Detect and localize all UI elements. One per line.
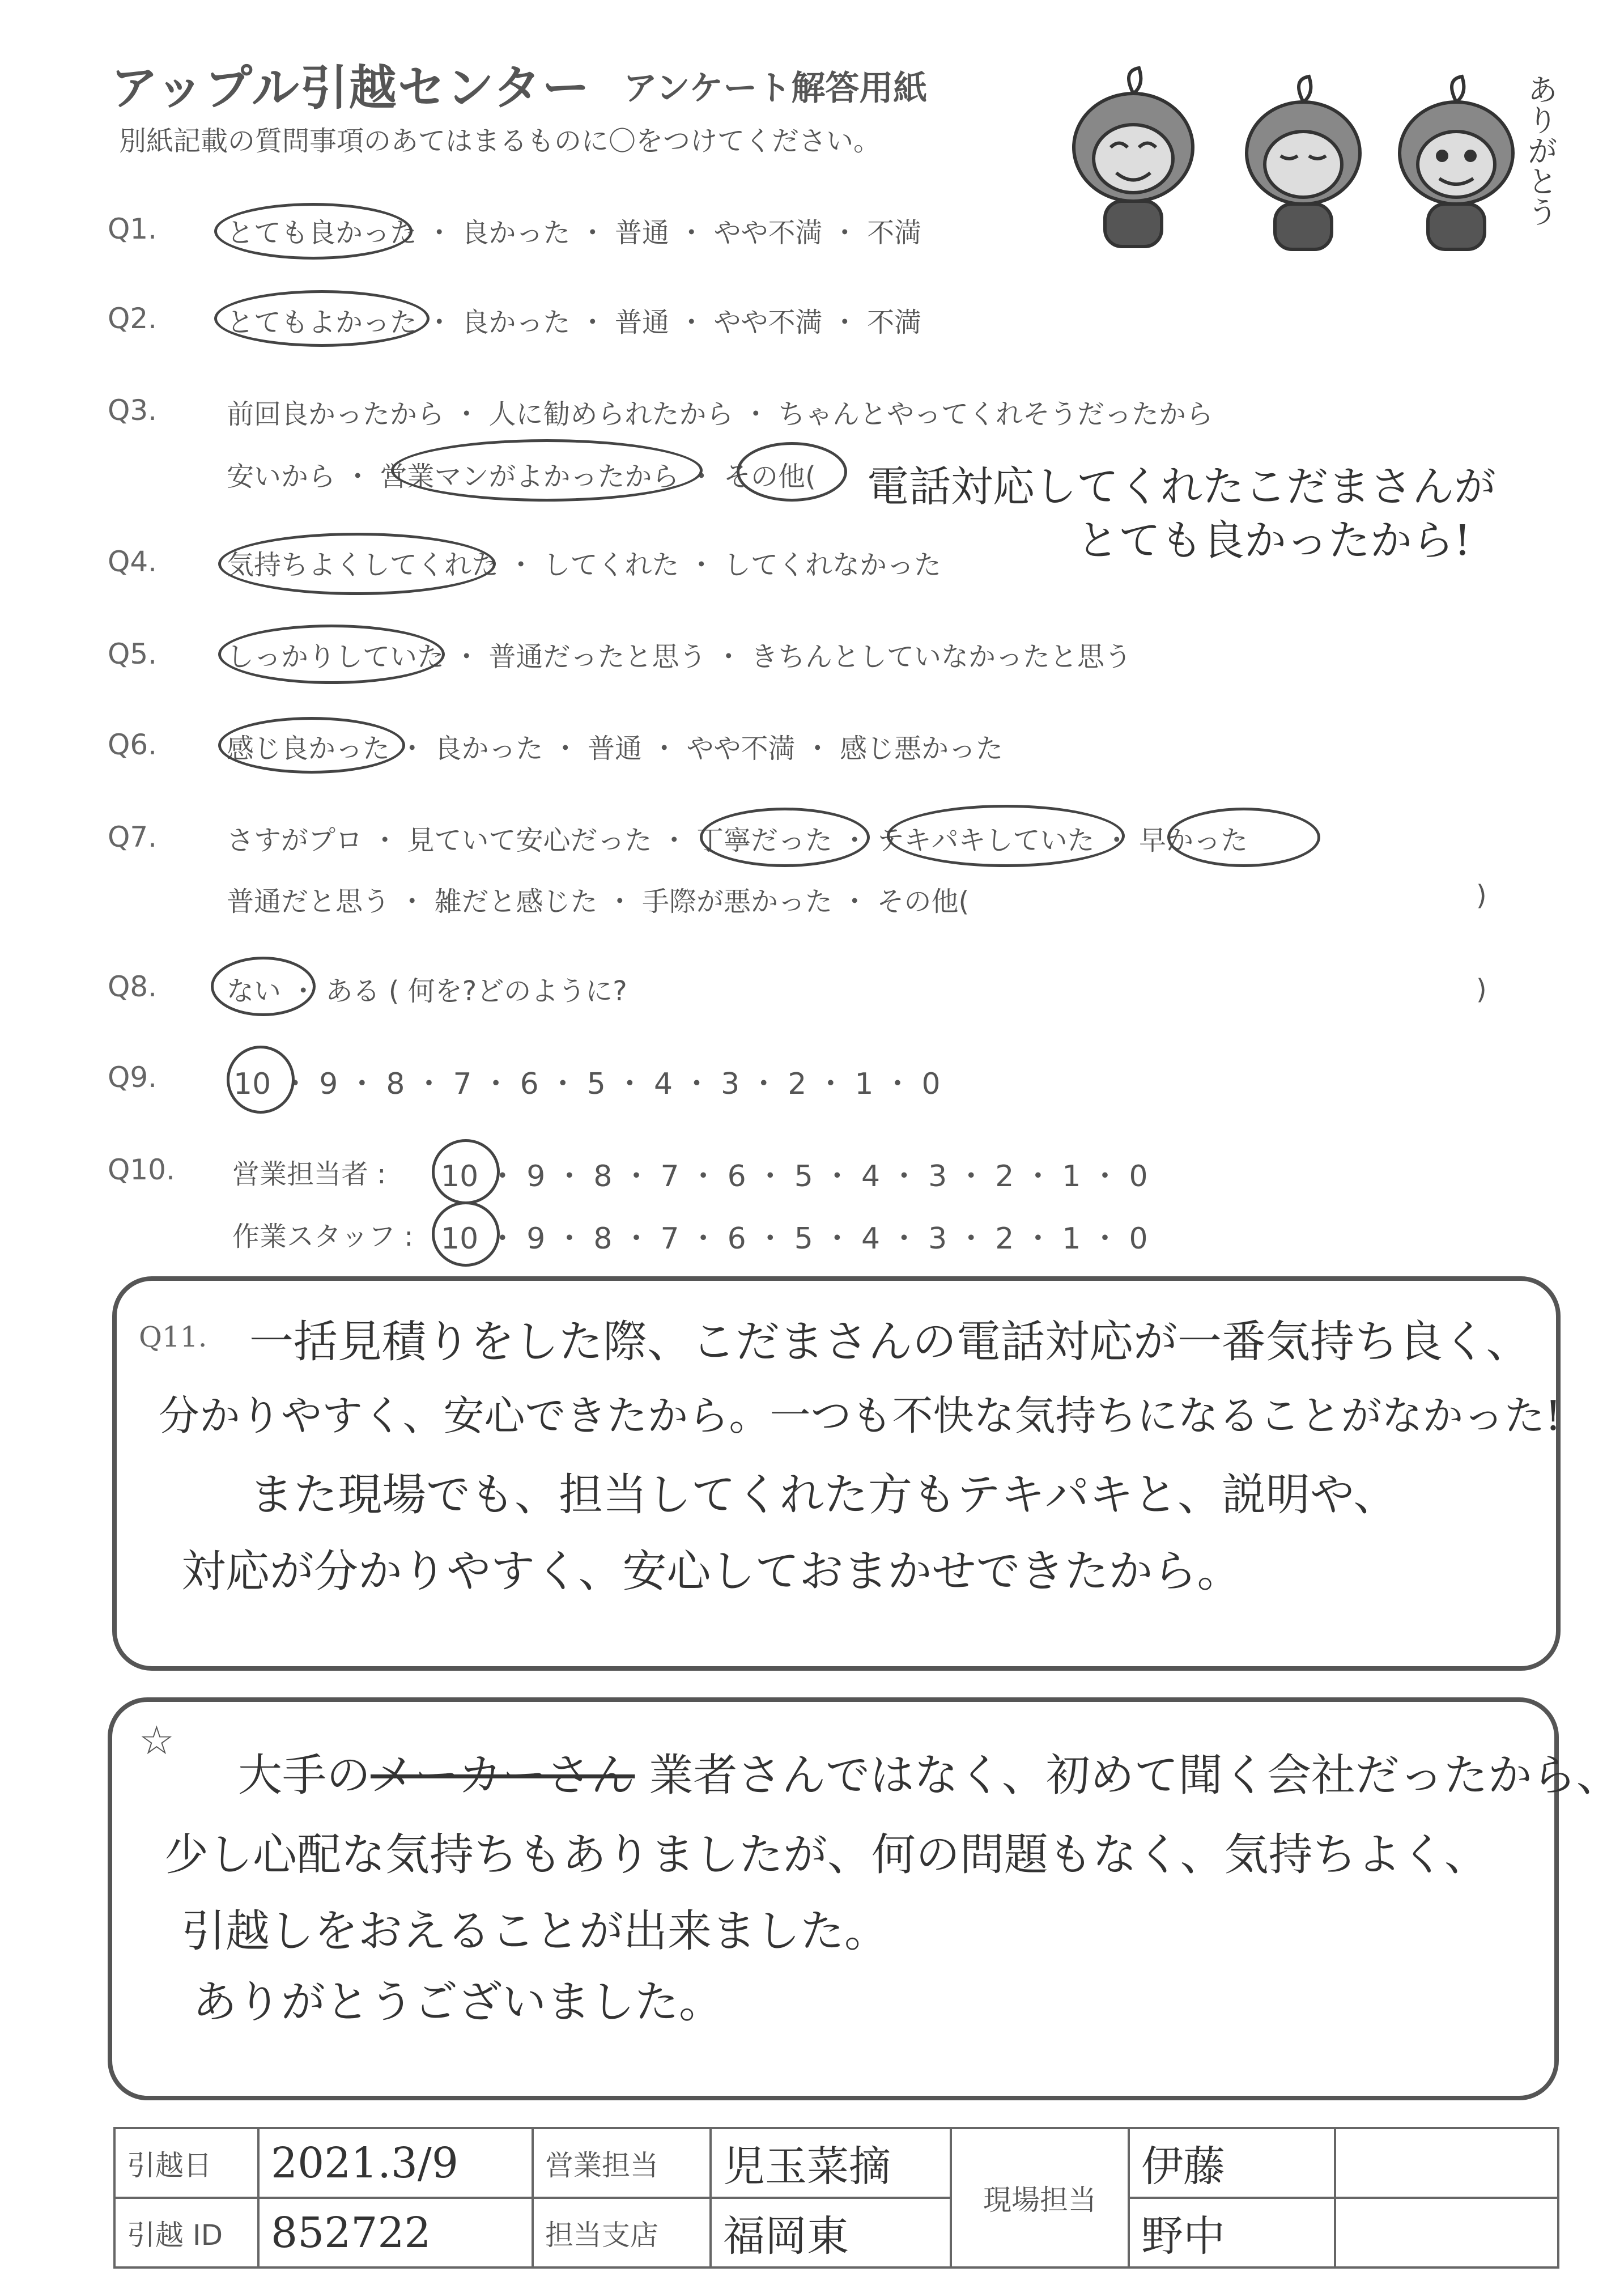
q9-selected-circle — [227, 1046, 295, 1114]
comment-line2: 少し心配な気持ちもありましたが、何の問題もなく、気持ちよく、 — [164, 1829, 1489, 1880]
q11-answer-line3: また現場でも、担当してくれた方もテキパキと、説明や、 — [249, 1470, 1398, 1521]
q11-answer-line2: 分かりやすく、安心できたから。一つも不快な気持ちになることがなかった! — [159, 1392, 1562, 1440]
q5-selected-circle — [218, 625, 445, 684]
branch-value: 福岡東 — [711, 2198, 951, 2267]
q10-sales-scale: 10 ・ 9 ・ 8 ・ 7 ・ 6 ・ 5 ・ 4 ・ 3 ・ 2 ・ 1 ・ 0 — [441, 1160, 1148, 1194]
q7-selected-circle-brisk — [887, 805, 1125, 867]
q2-options: とてもよかった ・ 良かった ・ 普通 ・ やや不満 ・ 不満 — [227, 307, 922, 338]
move-id-label: 引越 ID — [114, 2198, 258, 2267]
q3-selected-circle-other — [737, 442, 847, 502]
q7-label: Q7. — [108, 821, 158, 853]
q10-sales-label: 営業担当者 : — [232, 1158, 386, 1190]
q7-selected-circle-polite — [700, 808, 870, 867]
q3-options-line2: 安いから ・ 営業マンがよかったから ・ その他( — [227, 461, 816, 492]
q1-selected-circle — [214, 203, 413, 260]
q10-staff-selected-circle — [432, 1201, 500, 1267]
q6-selected-circle — [218, 717, 405, 774]
move-info-table — [113, 2127, 1559, 2269]
sales-staff-value: 児玉菜摘 — [711, 2128, 951, 2198]
q9-scale: 10 ・ 9 ・ 8 ・ 7 ・ 6 ・ 5 ・ 4 ・ 3 ・ 2 ・ 1 ・ 0 — [233, 1067, 941, 1101]
q3-selected-circle-sales — [391, 439, 703, 502]
move-date-value: 2021.3/9 — [258, 2128, 533, 2198]
site-staff-label: 現場担当 — [951, 2128, 1129, 2267]
q1-options: とても良かった ・ 良かった ・ 普通 ・ やや不満 ・ 不満 — [227, 217, 922, 249]
q7-options-line2: 普通だと思う ・ 雑だと感じた ・ 手際が悪かった ・ その他( — [227, 886, 970, 918]
move-id-value: 852722 — [258, 2198, 533, 2267]
comment-line1 — [238, 1740, 1621, 1803]
comment-line1-start: 大手の — [238, 1750, 371, 1801]
comment-line4: ありがとうございました。 — [193, 1977, 724, 2028]
q5-label: Q5. — [108, 638, 158, 670]
q7-options-line1: さすがプロ ・ 見ていて安心だった ・ 丁寧だった ・ テキパキしていた ・ 早かった — [227, 825, 1248, 856]
comment-line3: 引越しをおえることが出来ました。 — [181, 1906, 889, 1957]
monkey-mascots-illustration — [1048, 62, 1558, 255]
site-staff-extra-1 — [1335, 2128, 1558, 2198]
q11-answer-line1: 一括見積りをした際、こだまさんの電話対応が一番気持ち良く、 — [249, 1317, 1531, 1368]
move-date-label: 引越日 — [114, 2128, 258, 2198]
q8-selected-circle — [211, 957, 316, 1016]
q7-close-paren: ) — [1476, 880, 1487, 911]
comment-struck-text: メーカーさん — [371, 1750, 635, 1801]
q7-selected-circle-fast — [1167, 808, 1320, 867]
site-staff-value-2: 野中 — [1129, 2198, 1335, 2267]
q8-close-paren: ) — [1476, 974, 1487, 1005]
q10-sales-selected-circle — [432, 1139, 500, 1204]
sales-staff-label: 営業担当 — [533, 2128, 711, 2198]
q11-answer-line4: 対応が分かりやすく、安心しておまかせできたから。 — [181, 1546, 1242, 1597]
q4-selected-circle — [218, 533, 496, 595]
q3-handwritten-note2: とても良かったから! — [1077, 516, 1471, 565]
page-title: アップル引越センター — [110, 60, 591, 116]
q10-label: Q10. — [108, 1153, 175, 1186]
q4-label: Q4. — [108, 545, 158, 578]
q8-options: ない ・ ある ( 何を?どのように? — [227, 975, 627, 1007]
q2-selected-circle — [214, 290, 430, 347]
comment-line1-end: 業者さんではなく、初めて聞く会社だったから、 — [649, 1750, 1621, 1801]
q9-label: Q9. — [108, 1061, 158, 1094]
site-staff-value-1: 伊藤 — [1129, 2128, 1335, 2198]
q3-options-line1: 前回良かったから ・ 人に勧められたから ・ ちゃんとやってくれそうだったから — [227, 398, 1214, 430]
q11-label: Q11. — [139, 1320, 207, 1353]
star-icon: ☆ — [139, 1717, 175, 1764]
branch-label: 担当支店 — [533, 2198, 711, 2267]
q10-staff-label: 作業スタッフ : — [232, 1221, 414, 1252]
instruction-text: 別紙記載の質問事項のあてはまるものに〇をつけてください。 — [119, 125, 881, 157]
q10-staff-scale: 10 ・ 9 ・ 8 ・ 7 ・ 6 ・ 5 ・ 4 ・ 3 ・ 2 ・ 1 ・ 0 — [441, 1222, 1148, 1256]
q3-label: Q3. — [108, 394, 158, 427]
site-staff-extra-2 — [1335, 2198, 1558, 2267]
q2-label: Q2. — [108, 302, 158, 335]
q8-label: Q8. — [108, 970, 158, 1003]
page-subtitle: アンケート解答用紙 — [623, 69, 928, 108]
q1-label: Q1. — [108, 213, 158, 245]
q6-label: Q6. — [108, 728, 158, 761]
q4-options: 気持ちよくしてくれた ・ してくれた ・ してくれなかった — [227, 549, 942, 581]
q5-options: しっかりしていた ・ 普通だったと思う ・ きちんとしていなかったと思う — [227, 641, 1132, 673]
thanks-label: ありがとう — [1523, 74, 1558, 227]
q3-handwritten-note1: 電話対応してくれたこだまさんが — [867, 462, 1496, 511]
q6-options: 感じ良かった ・ 良かった ・ 普通 ・ やや不満 ・ 感じ悪かった — [227, 733, 1004, 765]
